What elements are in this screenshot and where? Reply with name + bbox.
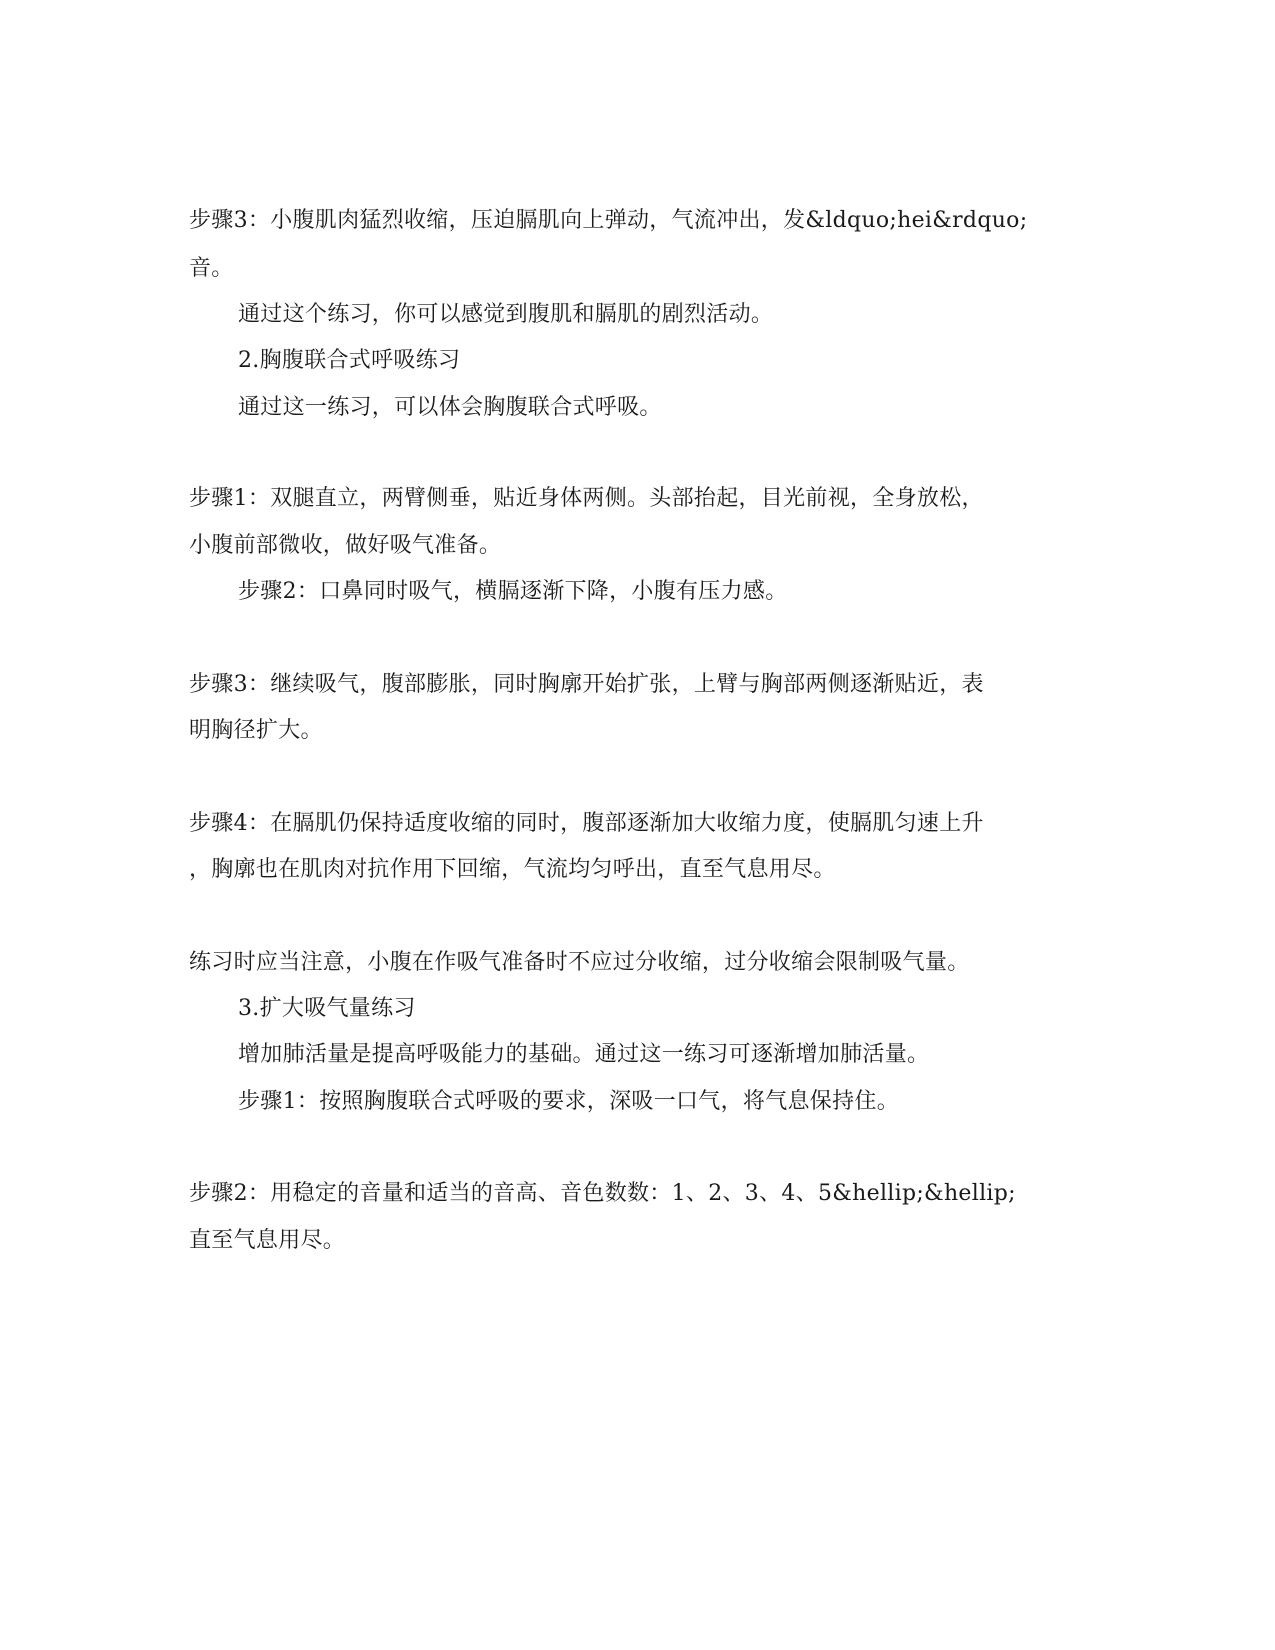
text-line: 通过这一练习，可以体会胸腹联合式呼吸。 <box>238 395 662 420</box>
text-line: 步骤2：用稳定的音量和适当的音高、音色数数：1、2、3、4、5&hellip;&hellip; <box>189 1181 1016 1206</box>
text-line: 步骤4：在膈肌仍保持适度收缩的同时，腹部逐渐加大收缩力度，使膈肌匀速上升 <box>189 811 984 836</box>
text-line: ，胸廓也在肌肉对抗作用下回缩，气流均匀呼出，直至气息用尽。 <box>189 857 836 882</box>
text-line: 明胸径扩大。 <box>189 718 323 743</box>
text-line: 增加肺活量是提高呼吸能力的基础。通过这一练习可逐渐增加肺活量。 <box>238 1042 930 1067</box>
text-line: 直至气息用尽。 <box>189 1228 346 1253</box>
text-line: 小腹前部微收，做好吸气准备。 <box>189 533 502 558</box>
text-line: 音。 <box>189 256 234 281</box>
text-line: 通过这个练习，你可以感觉到腹肌和膈肌的剧烈活动。 <box>238 302 774 327</box>
text-line: 步骤1：按照胸腹联合式呼吸的要求，深吸一口气，将气息保持住。 <box>238 1089 899 1114</box>
text-line: 步骤2：口鼻同时吸气，横膈逐渐下降，小腹有压力感。 <box>238 579 788 604</box>
text-line: 步骤1：双腿直立，两臂侧垂，贴近身体两侧。头部抬起，目光前视，全身放松， <box>189 486 984 511</box>
section-heading: 2.胸腹联合式呼吸练习 <box>238 348 461 373</box>
text-line: 步骤3：小腹肌肉猛烈收缩，压迫膈肌向上弹动，气流冲出，发&ldquo;hei&rdquo; <box>189 208 1028 233</box>
text-line: 步骤3：继续吸气，腹部膨胀，同时胸廓开始扩张，上臂与胸部两侧逐渐贴近，表 <box>189 672 984 697</box>
text-line: 练习时应当注意，小腹在作吸气准备时不应过分收缩，过分收缩会限制吸气量。 <box>189 950 970 975</box>
section-heading: 3.扩大吸气量练习 <box>238 996 416 1021</box>
